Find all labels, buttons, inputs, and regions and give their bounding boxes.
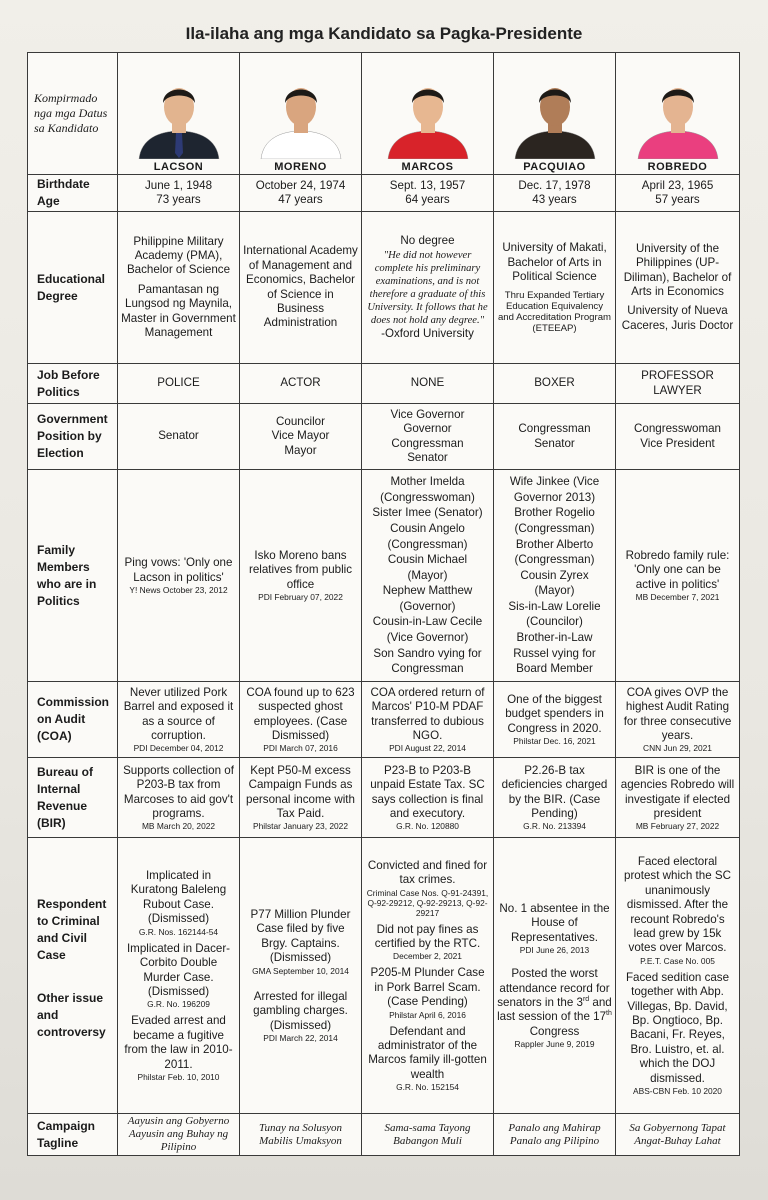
candidate-photo [131,73,227,159]
family-member: (Governor) [399,599,456,613]
portrait-body [261,131,341,159]
family-member: Cousin-in-Law Cecile [372,615,483,629]
source: ABS-CBN Feb. 10 2020 [633,1086,722,1097]
family-member: Board Member [516,662,593,676]
case-item: Did not pay fines as certified by the RTC. [374,922,481,950]
source: PDI December 04, 2012 [133,743,224,754]
source: G.R. Nos. 162144-54 [138,926,219,937]
job: PROFESSOR [641,369,714,383]
case-item: Implicated in Dacer-Corbito Double Murder Case. (Dismissed) [126,941,231,998]
source: G.R. No. 213394 [523,821,586,832]
position: Vice Mayor [271,429,330,443]
case-item: Faced sedition case together with Abp. Villegas, Bp. David, Bp. Ongtioco, Bp. Bacani, Fr. Reyes, Bro. Luistro, et. al. which the DOJ dismissed. [625,970,730,1085]
page-title: Ila-ilaha ang mga Kandidato sa Pagka-Presidente [185,24,583,43]
corner-label: Kompirmado nga mga Datus sa Kandidato [28,53,118,175]
row-label: Respondent to Criminal and Civil Case [37,897,107,962]
bir-row [28,758,740,838]
source: PDI March 07, 2016 [263,743,338,754]
degree: International Academy of Management and Economics, Bachelor of Science in Business Administration [243,244,358,330]
family-member: Cousin Michael [387,553,468,567]
age: 64 years [405,193,450,206]
bir-finding: Kept P50-M excess Campaign Funds as personal income with Tax Paid. [246,763,355,820]
birthdate: April 23, 1965 [641,178,714,192]
source: Philstar January 23, 2022 [253,821,348,832]
job-row [28,364,740,404]
degree: Pamantasan ng Lungsod ng Maynila, Master in Government Management [121,282,236,340]
family-member: Brother-in-Law [516,631,593,645]
row-label: Family Members who are in Politics [28,470,118,682]
family-member: Brother Alberto [515,537,594,551]
case-item: P77 Million Plunder Case filed by five Brgy. Captains. (Dismissed) [250,908,351,965]
family-member: (Congresswoman) [380,490,475,504]
case-item: P205-M Plunder Case in Pork Barrel Scam. (Case Pending) [370,966,485,1009]
bir-finding: P2.26-B tax deficiencies charged by the BIR. (Case Pending) [501,763,608,820]
degree: Philippine Military Academy (PMA), Bachelor of Science [126,234,231,277]
source: MB December 7, 2021 [635,592,720,603]
degree: University of Makati, Bachelor of Arts in Political Science [502,241,607,284]
family-member: (Councilor) [526,615,583,629]
source: MB March 20, 2022 [141,821,216,832]
family-member: (Congressman) [514,521,595,535]
portrait-body [638,131,718,159]
candidate-header [616,53,740,175]
source: G.R. No. 196209 [147,999,210,1010]
degree: No degree [400,234,455,248]
degree: University of Nueva Caceres, Juris Doctor [621,304,734,332]
family-member: Wife Jinkee (Vice [509,475,600,489]
job: NONE [362,364,494,404]
row-label: Other issue and controversy [37,991,106,1039]
age: 47 years [278,193,323,206]
candidate-header [362,53,494,175]
family-member: Nephew Matthew [382,584,473,598]
position: Vice Governor [390,407,465,421]
source: MB February 27, 2022 [635,821,720,832]
bir-finding: P23-B to P203-B unpaid Estate Tax. SC says collection is final and executory. [370,763,485,820]
coa-finding: COA ordered return of Marcos' P10-M PDAF transferred to dubious NGO. [370,685,485,742]
row-label-group [28,838,118,1114]
source: December 2, 2021 [393,951,462,962]
family-member: Son Sandro vying for [373,646,482,660]
family-member: Brother Rogelio [514,506,595,520]
case-item: Posted the worst attendance record for senators in the 3rd and last session of the 17th Congress [497,967,612,1038]
family-member: (Mayor) [534,584,575,598]
source: CNN Jun 29, 2021 [643,743,712,754]
source: PDI June 26, 2013 [519,945,590,956]
job: ACTOR [240,364,362,404]
job: LAWYER [653,383,702,397]
coa-row [28,682,740,758]
candidate-name: PACQUIAO [523,160,586,173]
coa-finding: COA found up to 623 suspected ghost employees. (Case Dismissed) [246,685,355,742]
family-member: (Mayor) [407,568,448,582]
case-item: Implicated in Kuratong Baleleng Rubout Case. (Dismissed) [130,869,227,926]
degree: University of the Philippines (UP-Diliman), Bachelor of Arts in Economics [623,241,732,298]
birthdate: Sept. 13, 1957 [389,178,466,192]
family-member: (Congressman) [387,537,468,551]
position: Congresswoman [634,422,721,436]
coa-finding: COA gives OVP the highest Audit Rating for three consecutive years. [623,685,732,742]
birthdate: Dec. 17, 1978 [518,178,591,192]
candidate-photo [630,73,726,159]
government-position-row [28,404,740,470]
case-item: Defendant and administrator of the Marcos family ill-gotten wealth [368,1024,487,1081]
quote-source: -Oxford University [381,326,474,340]
case-item: Arrested for illegal gambling charges. (Dismissed) [253,989,348,1032]
age: 43 years [532,193,577,206]
tagline: Sama-sama Tayong Babangon Muli [362,1114,494,1156]
candidate-header [240,53,362,175]
degree-note: Thru Expanded Tertiary Education Equivalency and Accreditation Program (ETEEAP) [497,289,612,334]
source: Criminal Case Nos. Q-91-24391, Q-92-29212, Q-92-29213, Q-92-29217 [366,887,489,918]
bir-finding: BIR is one of the agencies Robredo will investigate if elected president [620,763,735,820]
position: Mayor [284,443,317,457]
family-note: Robredo family rule: 'Only one can be active in politics' [625,548,730,591]
job: POLICE [118,364,240,404]
row-label: Educational Degree [28,212,118,364]
case-item: No. 1 absentee in the House of Representatives. [499,901,610,944]
birthdate: June 1, 1948 [144,178,213,192]
case-item: Evaded arrest and became a fugitive from the law in 2010-2011. [124,1014,233,1071]
position: Senator [158,429,199,443]
source: G.R. No. 152154 [396,1082,459,1093]
row-label: Commission on Audit (COA) [28,682,118,758]
family-note: Ping vows: 'Only one Lacson in politics' [124,556,233,584]
education-row [28,212,740,364]
family-note: Isko Moreno bans relatives from public office [248,548,353,591]
position: Congressman [391,436,464,450]
portrait-tie [175,133,183,158]
tagline: Aayusin ang Gobyerno Aayusin ang Buhay ng Pilipino [118,1114,240,1156]
source: Philstar Dec. 16, 2021 [513,736,596,747]
row-label: Government Position by Election [28,404,118,470]
tagline-row [28,1114,740,1156]
tagline: Sa Gobyernong Tapat Angat-Buhay Lahat [616,1114,740,1156]
row-label: Birthdate Age [28,175,118,212]
position: Congressman [518,422,591,436]
row-label: Campaign Tagline [28,1114,118,1156]
row-label: Bureau of Internal Revenue (BIR) [28,758,118,838]
family-member: Cousin Angelo [390,521,465,535]
family-member: (Vice Governor) [386,631,469,645]
family-member: Sister Imee (Senator) [372,506,483,520]
age: 57 years [655,193,700,206]
family-member: Congressman [391,662,464,676]
candidate-photo [507,73,603,159]
candidate-name: LACSON [153,160,204,173]
birthdate: October 24, 1974 [255,178,346,192]
tagline: Tunay na Solusyon Mabilis Umaksyon [240,1114,362,1156]
source: Philstar April 6, 2016 [389,1009,466,1020]
candidate-photo [253,73,349,159]
family-member: Mother Imelda [390,475,465,489]
birthdate-row [28,175,740,212]
coa-finding: One of the biggest budget spenders in Congress in 2020. [505,692,604,735]
row-label: Job Before Politics [28,364,118,404]
position: Senator [534,436,575,450]
family-row [28,470,740,682]
family-member: Russel vying for [513,646,596,660]
portrait-body [388,131,468,159]
source: PDI February 07, 2022 [258,592,343,603]
bir-finding: Supports collection of P203-B tax from Marcoses to aid gov't programs. [123,763,234,820]
family-member: Cousin Zyrex [520,568,589,582]
portrait-body [515,131,595,159]
candidate-comparison-table [27,52,740,1156]
position: Vice President [640,436,715,450]
candidate-photo [380,73,476,159]
candidate-header [494,53,616,175]
coa-finding: Never utilized Pork Barrel and exposed it as a source of corruption. [123,685,234,742]
source: Philstar Feb. 10, 2010 [137,1071,220,1082]
case-item: Faced electoral protest which the SC unanimously dismissed. After the recount Robredo's lead grew by 15k votes over Marcos. [624,854,731,955]
source: GMA September 10, 2014 [252,965,349,976]
candidate-header [118,53,240,175]
oxford-quote: "He did not however complete his preliminary examinations, and is not therefore a graduate of this University. It follows that he does not hold any degree." [367,249,488,326]
header-row [28,53,740,175]
source: G.R. No. 120880 [396,821,459,832]
source: PDI March 22, 2014 [263,1032,338,1043]
source: PDI August 22, 2014 [389,743,466,754]
family-member: Sis-in-Law Lorelie [508,599,601,613]
source: Rappler June 9, 2019 [514,1039,595,1050]
source: Y! News October 23, 2012 [129,584,228,595]
candidate-name: ROBREDO [647,160,708,173]
position: Senator [407,450,448,464]
position: Governor [403,422,452,436]
candidate-name: MORENO [274,160,327,173]
family-member: Governor 2013) [513,490,596,504]
case-item: Convicted and fined for tax crimes. [367,858,488,887]
candidate-name: MARCOS [401,160,454,173]
tagline: Panalo ang Mahirap Panalo ang Pilipino [494,1114,616,1156]
age: 73 years [156,193,201,206]
family-member: (Congressman) [514,553,595,567]
position: Councilor [276,414,325,428]
cases-row [28,838,740,1114]
source: P.E.T. Case No. 005 [640,955,715,966]
job: BOXER [494,364,616,404]
